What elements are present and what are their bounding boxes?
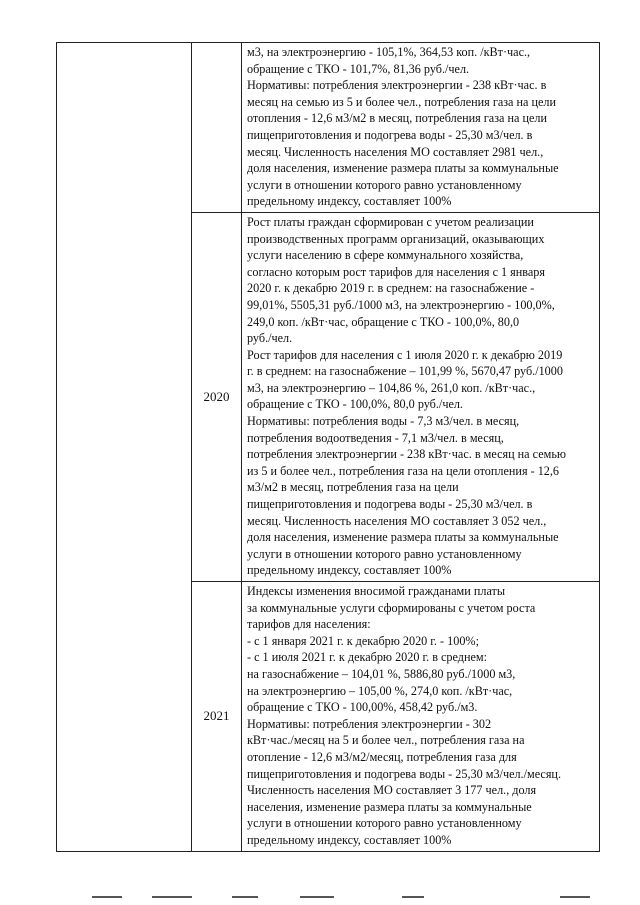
text-line: отопление - 12,6 м3/м2/месяц, потребления газа для	[247, 749, 517, 764]
text-line: месяц. Численность населения МО составляет 2981 чел.,	[247, 144, 544, 159]
text-line: Рост тарифов для населения с 1 июля 2020 г. к декабрю 2019	[247, 347, 563, 362]
text-line: 249,0 коп. /кВт·час, обращение с ТКО - 100,0%, 80,0	[247, 314, 520, 329]
text-line: потребления электроэнергии - 238 кВт·час. в месяц на семью	[247, 447, 566, 462]
text-line: - с 1 июля 2021 г. к декабрю 2020 г. в среднем:	[247, 650, 487, 665]
scan-mark	[152, 896, 192, 898]
text-line: г. в среднем: на газоснабжение – 101,99 %, 5670,47 руб./1000	[247, 364, 563, 379]
table-row	[57, 43, 600, 213]
text-line: Индексы изменения вносимой гражданами платы	[247, 584, 506, 598]
empty-merged-cell	[57, 43, 192, 852]
text-line: Рост платы граждан сформирован с учетом реализации	[247, 214, 534, 229]
text-line: пищеприготовления и подогрева воды - 25,30 м3/чел./месяц.	[247, 766, 562, 781]
text-line: услуги в отношении которого равно установленному	[247, 177, 522, 192]
text-line: услуги в отношении которого равно установленному	[247, 546, 522, 561]
text-line: 99,01%, 5505,31 руб./1000 м3, на электроэнергию - 100,0%,	[247, 297, 555, 312]
text-line: 2020 г. к декабрю 2019 г. в среднем: на газоснабжение -	[247, 281, 535, 296]
text-line: производственных программ организаций, оказывающих	[247, 231, 545, 246]
text-line: м3, на электроэнергию – 104,86 %, 261,0 коп. /кВт·час.,	[247, 380, 536, 395]
text-line: доля населения, изменение размера платы за коммунальные	[247, 530, 559, 545]
text-line: обращение с ТКО - 100,00%, 458,42 руб./м3.	[247, 700, 478, 715]
year-cell: 2021	[192, 582, 242, 852]
text-line: м3/м2 в месяц, потребления газа на цели	[247, 480, 459, 495]
text-line: руб./чел.	[247, 331, 293, 346]
text-line: тарифов для населения:	[247, 617, 371, 632]
text-line: услуги населению в сфере коммунального хозяйства,	[247, 248, 524, 263]
text-line: согласно которым рост тарифов для населения с 1 января	[247, 264, 545, 279]
tariff-table	[56, 42, 600, 852]
text-line: за коммунальные услуги сформированы с учетом роста	[247, 600, 536, 615]
scan-mark	[300, 896, 334, 898]
text-line: отопления - 12,6 м3/м2 в месяц, потребления газа на цели	[247, 111, 547, 126]
text-line: на электроэнергию – 105,00 %, 274,0 коп. /кВт·час,	[247, 683, 513, 698]
scan-artifacts	[0, 890, 640, 905]
scan-mark	[92, 896, 122, 898]
text-line: пищеприготовления и подогрева воды - 25,30 м3/чел. в	[247, 127, 533, 142]
text-line: предельному индексу, составляет 100%	[247, 194, 452, 209]
year-cell: 2020	[192, 212, 242, 581]
text-line: месяц на семью из 5 и более чел., потребления газа на цели	[247, 94, 557, 109]
text-line: Нормативы: потребления воды - 7,3 м3/чел. в месяц,	[247, 414, 520, 429]
text-line: потребления водоотведения - 7,1 м3/чел. в месяц,	[247, 430, 504, 445]
text-line: Нормативы: потребления электроэнергии - 302	[247, 716, 492, 731]
description-cell	[242, 43, 600, 213]
text-line: предельному индексу, составляет 100%	[247, 563, 452, 578]
text-line: м3, на электроэнергию - 105,1%, 364,53 коп. /кВт·час.,	[247, 45, 531, 59]
text-line: пищеприготовления и подогрева воды - 25,30 м3/чел. в	[247, 497, 533, 512]
year-cell	[192, 43, 242, 213]
scan-mark	[402, 896, 424, 898]
scan-mark	[232, 896, 258, 898]
text-line: Численность населения МО составляет 3 177 чел., доля	[247, 783, 537, 798]
text-line: на газоснабжение – 104,01 %, 5886,80 руб./1000 м3,	[247, 666, 516, 681]
scan-mark	[560, 896, 590, 898]
text-line: из 5 и более чел., потребления газа на цели отопления - 12,6	[247, 463, 560, 478]
text-line: обращение с ТКО - 100,0%, 80,0 руб./чел.	[247, 397, 463, 412]
description-cell	[242, 212, 600, 581]
text-line: населения, изменение размера платы за коммунальные	[247, 799, 532, 814]
text-line: обращение с ТКО - 101,7%, 81,36 руб./чел.	[247, 61, 470, 76]
text-line: кВт·час./месяц на 5 и более чел., потребления газа на	[247, 733, 525, 748]
text-line: - с 1 января 2021 г. к декабрю 2020 г. - 100%;	[247, 633, 479, 648]
text-line: доля населения, изменение размера платы за коммунальные	[247, 161, 559, 176]
description-cell	[242, 582, 600, 852]
text-line: Нормативы: потребления электроэнергии - 238 кВт·час. в	[247, 78, 547, 93]
text-line: услуги в отношении которого равно установленному	[247, 816, 522, 831]
text-line: предельному индексу, составляет 100%	[247, 832, 452, 847]
text-line: месяц. Численность населения МО составляет 3 052 чел.,	[247, 513, 547, 528]
